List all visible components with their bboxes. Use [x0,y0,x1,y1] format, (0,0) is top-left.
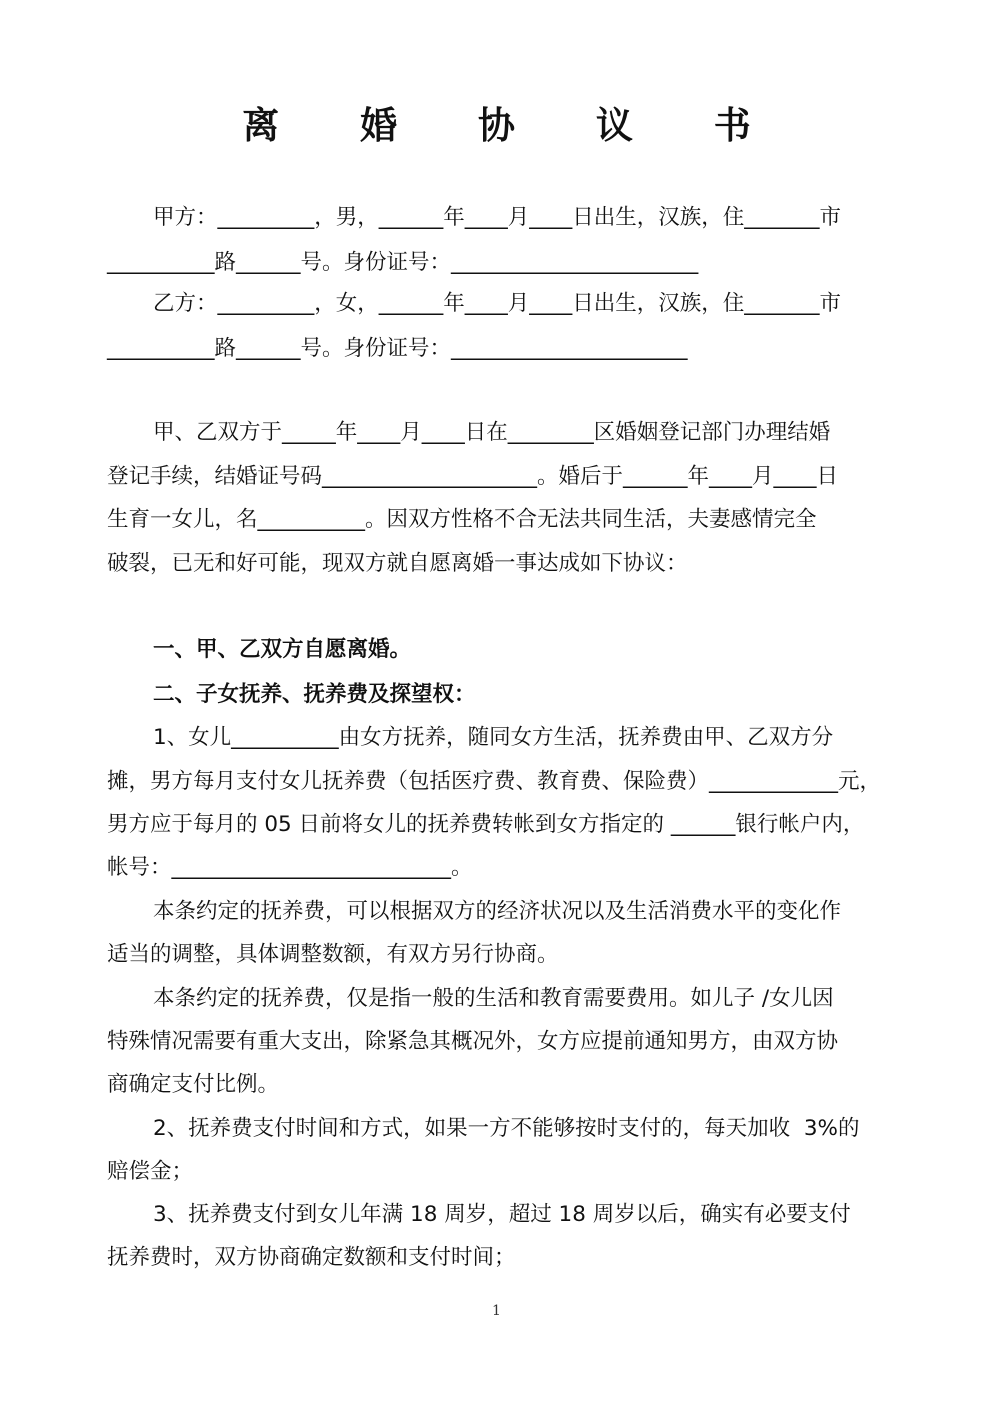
party-b-line-2: __________路______号。身份证号：______________________ [107,336,688,361]
section-one-heading: 一、甲、乙双方自愿离婚。 [153,637,412,662]
clause-2-line-1: 2、抚养费支付时间和方式，如果一方不能够按时支付的，每天加收 3%的 [153,1116,860,1141]
intro-line-2: 登记手续，结婚证号码____________________。婚后于______年____月____日 [107,464,839,489]
clause-1-line-4: 帐号：__________________________。 [107,855,473,880]
clause-3-line-1: 3、抚养费支付到女儿年满 18 周岁，超过 18 周岁以后，确实有必要支付 [153,1202,851,1227]
clause-3-line-2: 抚养费时，双方协商确定数额和支付时间； [107,1245,516,1270]
party-a-line-1: 甲方：_________，男，______年____月____日出生，汉族，住_______市 [153,205,842,230]
scope-line-3: 商确定支付比例。 [107,1072,280,1097]
party-b-line-1: 乙方：_________，女，______年____月____日出生，汉族，住_______市 [153,291,842,316]
section-two-heading: 二、子女抚养、抚养费及探望权： [153,682,476,707]
clause-1-line-3: 男方应于每月的 05 日前将女儿的抚养费转帐到女方指定的 ______银行帐户内， [107,812,865,837]
scope-line-2: 特殊情况需要有重大支出，除紧急其概况外，女方应提前通知男方，由双方协 [107,1029,839,1054]
adjustment-line-1: 本条约定的抚养费，可以根据双方的经济状况以及生活消费水平的变化作 [153,899,842,924]
intro-line-1: 甲、乙双方于_____年____月____日在________区婚姻登记部门办理结婚 [153,420,831,445]
document-title: 离 婚 协 议 书 [242,103,785,147]
clause-2-line-2: 赔偿金； [107,1159,194,1184]
party-a-line-2: __________路______号。身份证号：_______________________ [107,250,699,275]
adjustment-line-2: 适当的调整，具体调整数额，有双方另行协商。 [107,942,559,967]
scope-line-1: 本条约定的抚养费，仅是指一般的生活和教育需要费用。如儿子 /女儿因 [153,986,834,1011]
intro-line-4: 破裂，已无和好可能，现双方就自愿离婚一事达成如下协议： [107,551,688,576]
clause-1-line-2: 摊，男方每月支付女儿抚养费（包括医疗费、教育费、保险费）____________元， [107,769,882,794]
clause-1-line-1: 1、女儿__________由女方抚养，随同女方生活，抚养费由甲、乙双方分 [153,725,834,750]
intro-line-3: 生育一女儿，名__________。因双方性格不合无法共同生活，夫妻感情完全 [107,507,817,532]
page-number: 1 [492,1303,501,1319]
